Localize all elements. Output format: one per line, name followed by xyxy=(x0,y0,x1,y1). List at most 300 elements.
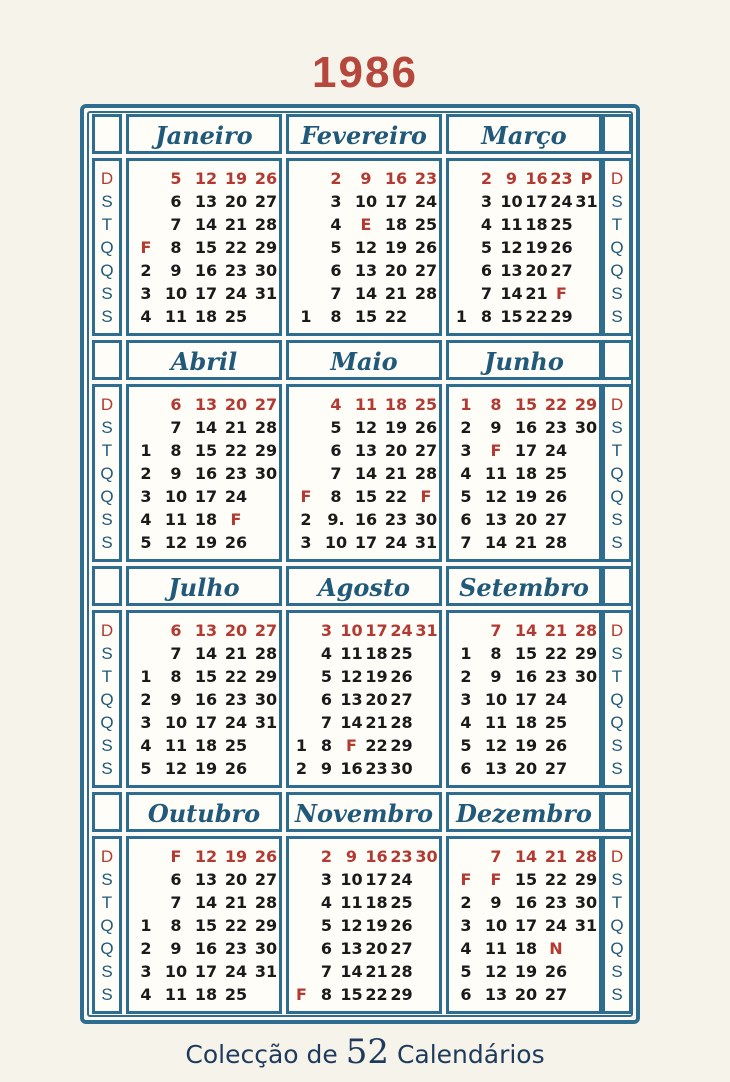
day-number: 6 xyxy=(330,261,342,280)
day-number: 27 xyxy=(414,261,438,280)
weekday-letter: Q xyxy=(610,464,624,483)
day-number: 9 xyxy=(320,759,333,778)
day-number: 2 xyxy=(140,261,152,280)
day-number: 17 xyxy=(194,487,218,506)
day-number: 20 xyxy=(514,759,538,778)
day-number: 26 xyxy=(254,169,278,188)
day-number: 26 xyxy=(550,238,573,257)
day-number: 4 xyxy=(460,464,472,483)
quarter-row xyxy=(92,792,632,1014)
day-number: 11 xyxy=(164,985,188,1004)
day-number: 8 xyxy=(490,644,502,663)
calendar-frame xyxy=(80,104,640,1024)
weekday-letter: T xyxy=(611,667,623,686)
day-number: 14 xyxy=(354,464,378,483)
weekday-letter: Q xyxy=(100,261,114,280)
day-number: 26 xyxy=(254,847,278,866)
day-number: 18 xyxy=(514,713,538,732)
day-number: 8 xyxy=(480,307,493,326)
day-number: 7 xyxy=(460,533,472,552)
month-name: Abril xyxy=(126,340,282,380)
day-number: 19 xyxy=(365,667,388,686)
week-row xyxy=(451,439,601,462)
day-number: 27 xyxy=(390,690,413,709)
day-number: 29 xyxy=(574,644,598,663)
day-number: 2 xyxy=(140,464,152,483)
week-row xyxy=(451,914,601,937)
day-number: 16 xyxy=(340,759,363,778)
day-number: 21 xyxy=(544,847,568,866)
day-number: 13 xyxy=(340,690,363,709)
day-number: 27 xyxy=(544,759,568,778)
week-row xyxy=(131,960,281,983)
weekday-letter: Q xyxy=(610,713,624,732)
day-number: 1 xyxy=(295,736,308,755)
week-row xyxy=(291,167,441,190)
day-number: 1 xyxy=(455,307,468,326)
day-number: 25 xyxy=(224,985,248,1004)
day-number: 24 xyxy=(414,192,438,211)
week-row xyxy=(451,868,601,891)
day-number: 15 xyxy=(514,395,538,414)
weekday-letter: D xyxy=(100,847,114,866)
day-number: 24 xyxy=(224,284,248,303)
day-number: 3 xyxy=(480,192,493,211)
day-number: 12 xyxy=(340,667,363,686)
day-number: 6 xyxy=(170,621,182,640)
day-number: 16 xyxy=(514,893,538,912)
weekday-letter: D xyxy=(100,169,114,188)
day-number: 31 xyxy=(254,284,278,303)
month-days xyxy=(286,836,442,1014)
day-number: 12 xyxy=(484,736,508,755)
weekday-letter: S xyxy=(101,962,113,981)
day-number: 25 xyxy=(414,395,438,414)
footer-number: 52 xyxy=(345,1032,389,1072)
day-number: P xyxy=(580,169,593,188)
day-number: 8 xyxy=(330,307,342,326)
day-number: 1 xyxy=(140,667,152,686)
day-number: 12 xyxy=(164,533,188,552)
week-row xyxy=(291,259,441,282)
day-number: 30 xyxy=(390,759,413,778)
week-row xyxy=(289,734,439,757)
day-number: 3 xyxy=(320,870,333,889)
month-name: Dezembro xyxy=(446,792,602,832)
day-number: 13 xyxy=(354,441,378,460)
day-number: 24 xyxy=(384,533,408,552)
day-number: 2 xyxy=(140,690,152,709)
week-row xyxy=(451,688,601,711)
week-row xyxy=(131,508,281,531)
day-number: 9 xyxy=(505,169,518,188)
day-number: 10 xyxy=(340,870,363,889)
day-number: 11 xyxy=(164,736,188,755)
day-number: 29 xyxy=(254,441,278,460)
day-number: 3 xyxy=(330,192,342,211)
week-row xyxy=(131,393,281,416)
week-row xyxy=(289,937,439,960)
weekday-letter: S xyxy=(101,985,113,1004)
day-number: 7 xyxy=(170,215,182,234)
week-row xyxy=(289,757,439,780)
day-number: 22 xyxy=(365,985,388,1004)
day-number: 24 xyxy=(390,621,413,640)
weekday-letter: D xyxy=(610,395,624,414)
day-number: 16 xyxy=(194,464,218,483)
day-number: 27 xyxy=(254,870,278,889)
week-row xyxy=(131,416,281,439)
day-number: 18 xyxy=(384,395,408,414)
week-row xyxy=(131,462,281,485)
day-number: 17 xyxy=(514,690,538,709)
day-number: 22 xyxy=(365,736,388,755)
weekday-letter: D xyxy=(610,169,624,188)
month-days xyxy=(126,158,282,336)
day-number: 18 xyxy=(365,893,388,912)
month-days xyxy=(446,158,602,336)
weekday-letter: Q xyxy=(100,464,114,483)
day-number: 10 xyxy=(484,690,508,709)
day-number: 28 xyxy=(254,418,278,437)
day-number: 4 xyxy=(480,215,493,234)
day-number: 2 xyxy=(330,169,342,188)
day-number: 20 xyxy=(384,441,408,460)
day-number: 26 xyxy=(224,759,248,778)
day-number: 4 xyxy=(140,985,152,1004)
day-number: 2 xyxy=(460,418,472,437)
month-name: Junho xyxy=(446,340,602,380)
quarter-row xyxy=(92,566,632,788)
week-row xyxy=(449,213,599,236)
weekday-letter: Q xyxy=(100,690,114,709)
day-number: 21 xyxy=(525,284,548,303)
day-number: 10 xyxy=(500,192,523,211)
day-number: F xyxy=(556,284,567,303)
day-number: 17 xyxy=(365,870,388,889)
footer-text-before: Colecção de xyxy=(185,1040,338,1069)
weekday-letter: Q xyxy=(610,238,624,257)
day-number: 3 xyxy=(460,690,472,709)
week-row xyxy=(289,642,439,665)
day-number: 29 xyxy=(254,667,278,686)
day-number: 22 xyxy=(224,441,248,460)
day-number: 18 xyxy=(194,736,218,755)
week-row xyxy=(289,983,439,1006)
day-number: 22 xyxy=(544,870,568,889)
day-number: 5 xyxy=(460,962,472,981)
day-number: 6 xyxy=(460,759,472,778)
week-row xyxy=(291,282,441,305)
weekday-letter: S xyxy=(611,759,623,778)
day-number: 21 xyxy=(514,533,538,552)
day-number: 19 xyxy=(525,238,548,257)
day-number: 9 xyxy=(490,667,502,686)
day-number: 31 xyxy=(575,192,598,211)
day-number: 21 xyxy=(224,644,248,663)
weekday-letter: S xyxy=(101,418,113,437)
day-number: 26 xyxy=(544,962,568,981)
day-number: 19 xyxy=(194,533,218,552)
footer-text-after: Calendários xyxy=(396,1040,545,1069)
day-number: 21 xyxy=(224,215,248,234)
week-row xyxy=(291,439,441,462)
month-name: Fevereiro xyxy=(286,114,442,154)
week-row xyxy=(291,416,441,439)
day-number: 5 xyxy=(140,533,152,552)
day-number: 17 xyxy=(194,962,218,981)
day-number: 26 xyxy=(544,487,568,506)
weekday-letter: Q xyxy=(100,713,114,732)
day-number: 4 xyxy=(460,713,472,732)
day-number: 14 xyxy=(194,893,218,912)
week-row xyxy=(131,236,281,259)
week-row xyxy=(451,393,601,416)
day-number: 6 xyxy=(170,192,182,211)
day-number: 30 xyxy=(254,939,278,958)
day-number: 17 xyxy=(365,621,388,640)
day-number: 1 xyxy=(300,307,312,326)
day-number: 25 xyxy=(224,307,248,326)
day-number: N xyxy=(549,939,563,958)
day-number: 11 xyxy=(164,510,188,529)
week-row xyxy=(131,531,281,554)
day-number: 1 xyxy=(460,395,472,414)
day-number: 3 xyxy=(140,713,152,732)
day-number: 2 xyxy=(295,759,308,778)
weekday-letter: Q xyxy=(610,939,624,958)
day-number: 30 xyxy=(254,464,278,483)
day-number: 29 xyxy=(390,985,413,1004)
day-number: 5 xyxy=(330,238,342,257)
day-number: 23 xyxy=(414,169,438,188)
day-number: 12 xyxy=(354,238,378,257)
week-row xyxy=(291,462,441,485)
week-row xyxy=(291,236,441,259)
day-number: 29 xyxy=(254,238,278,257)
day-number: 3 xyxy=(140,487,152,506)
day-number: 14 xyxy=(514,847,538,866)
month-days xyxy=(286,158,442,336)
day-number: 2 xyxy=(320,847,333,866)
day-number: 19 xyxy=(514,736,538,755)
day-number: 10 xyxy=(354,192,378,211)
day-number: 18 xyxy=(384,215,408,234)
day-number: 31 xyxy=(414,533,438,552)
day-number: 16 xyxy=(514,418,538,437)
day-number: 18 xyxy=(194,307,218,326)
weekday-letter: Q xyxy=(610,916,624,935)
day-number: 24 xyxy=(224,487,248,506)
day-number: 20 xyxy=(514,510,538,529)
day-number: 6 xyxy=(320,690,333,709)
day-number: 27 xyxy=(544,985,568,1004)
weekday-column-right xyxy=(602,610,632,788)
day-number: 26 xyxy=(414,418,438,437)
weekday-column-left xyxy=(92,836,122,1014)
day-number: 23 xyxy=(224,690,248,709)
day-number: 19 xyxy=(224,847,248,866)
week-row xyxy=(451,508,601,531)
day-number: 11 xyxy=(340,644,363,663)
week-row xyxy=(289,845,439,868)
weekday-column-left xyxy=(92,158,122,336)
week-row xyxy=(451,960,601,983)
day-number: 4 xyxy=(330,395,342,414)
day-number: 24 xyxy=(550,192,573,211)
day-number: 25 xyxy=(550,215,573,234)
day-number: 7 xyxy=(490,621,502,640)
week-row xyxy=(131,845,281,868)
day-number: 21 xyxy=(224,893,248,912)
day-number: 13 xyxy=(500,261,523,280)
day-number: 19 xyxy=(514,487,538,506)
week-row xyxy=(449,305,599,328)
week-row xyxy=(451,642,601,665)
day-number: 11 xyxy=(484,713,508,732)
day-number: 30 xyxy=(574,893,598,912)
day-number: 8 xyxy=(490,395,502,414)
corner-box xyxy=(602,340,632,380)
day-number: 27 xyxy=(550,261,573,280)
weekday-column-left xyxy=(92,610,122,788)
day-number: 27 xyxy=(254,395,278,414)
day-number: 26 xyxy=(224,533,248,552)
month-days xyxy=(286,384,442,562)
day-number: 5 xyxy=(320,916,333,935)
week-row xyxy=(451,485,601,508)
week-row xyxy=(451,619,601,642)
day-number: 19 xyxy=(365,916,388,935)
day-number: 24 xyxy=(224,713,248,732)
day-number: 28 xyxy=(254,215,278,234)
week-row xyxy=(131,734,281,757)
day-number: 4 xyxy=(320,893,333,912)
day-number: 23 xyxy=(544,893,568,912)
day-number: 9 xyxy=(170,464,182,483)
corner-box xyxy=(602,566,632,606)
day-number: 2 xyxy=(480,169,493,188)
month-days xyxy=(286,610,442,788)
day-number: 20 xyxy=(224,192,248,211)
day-number: F xyxy=(230,510,242,529)
corner-box xyxy=(92,566,122,606)
day-number: 16 xyxy=(194,939,218,958)
day-number: 28 xyxy=(544,533,568,552)
weekday-letter: T xyxy=(611,441,623,460)
day-number: 18 xyxy=(514,939,538,958)
day-number: 16 xyxy=(194,690,218,709)
day-number: 18 xyxy=(194,985,218,1004)
day-number: 8 xyxy=(170,916,182,935)
day-number: 21 xyxy=(365,713,388,732)
week-row xyxy=(289,960,439,983)
weekday-letter: Q xyxy=(100,238,114,257)
day-number: 10 xyxy=(324,533,348,552)
day-number: 31 xyxy=(574,916,598,935)
weekday-letter: S xyxy=(101,510,113,529)
week-row xyxy=(131,485,281,508)
day-number: 22 xyxy=(224,916,248,935)
day-number: 23 xyxy=(224,939,248,958)
day-number: 13 xyxy=(484,510,508,529)
weekday-letter: S xyxy=(101,644,113,663)
day-number: 25 xyxy=(544,464,568,483)
weekday-letter: S xyxy=(611,307,623,326)
week-row xyxy=(291,531,441,554)
day-number: 19 xyxy=(514,962,538,981)
week-row xyxy=(451,845,601,868)
weekday-letter: S xyxy=(101,736,113,755)
day-number: 3 xyxy=(320,621,333,640)
week-row xyxy=(131,757,281,780)
day-number: 4 xyxy=(320,644,333,663)
week-row xyxy=(131,711,281,734)
day-number: 11 xyxy=(500,215,523,234)
day-number: 28 xyxy=(414,464,438,483)
day-number: 5 xyxy=(170,169,182,188)
quarter-row xyxy=(92,114,632,336)
day-number: 11 xyxy=(354,395,378,414)
day-number: 9 xyxy=(345,847,358,866)
week-row xyxy=(449,259,599,282)
day-number: 22 xyxy=(544,644,568,663)
day-number: 22 xyxy=(384,487,408,506)
week-row xyxy=(289,711,439,734)
day-number: 26 xyxy=(544,736,568,755)
week-row xyxy=(451,983,601,1006)
month-days xyxy=(126,610,282,788)
day-number: 13 xyxy=(194,870,218,889)
weekday-letter: Q xyxy=(610,690,624,709)
day-number: 4 xyxy=(140,510,152,529)
week-row xyxy=(291,508,441,531)
day-number: 17 xyxy=(514,916,538,935)
day-number: 12 xyxy=(354,418,378,437)
week-row xyxy=(451,711,601,734)
week-row xyxy=(451,416,601,439)
weekday-letter: D xyxy=(610,847,624,866)
day-number: 20 xyxy=(365,939,388,958)
day-number: 6 xyxy=(330,441,342,460)
day-number: 17 xyxy=(525,192,548,211)
day-number: 9 xyxy=(490,418,502,437)
day-number: 25 xyxy=(390,644,413,663)
day-number: 22 xyxy=(525,307,548,326)
day-number: 22 xyxy=(224,667,248,686)
week-row xyxy=(289,868,439,891)
day-number: 16 xyxy=(514,667,538,686)
weekday-letter: Q xyxy=(610,261,624,280)
week-row xyxy=(131,665,281,688)
day-number: 23 xyxy=(224,261,248,280)
day-number: 14 xyxy=(514,621,538,640)
week-row xyxy=(131,688,281,711)
day-number: 30 xyxy=(254,261,278,280)
day-number: 17 xyxy=(384,192,408,211)
weekday-letter: D xyxy=(100,621,114,640)
day-number: 16 xyxy=(354,510,378,529)
week-row xyxy=(131,439,281,462)
weekday-letter: S xyxy=(611,510,623,529)
weekday-letter: T xyxy=(611,893,623,912)
day-number: 9 xyxy=(360,169,372,188)
week-row xyxy=(131,642,281,665)
day-number: 10 xyxy=(164,713,188,732)
day-number: 7 xyxy=(170,644,182,663)
day-number: 23 xyxy=(365,759,388,778)
day-number: 15 xyxy=(194,916,218,935)
